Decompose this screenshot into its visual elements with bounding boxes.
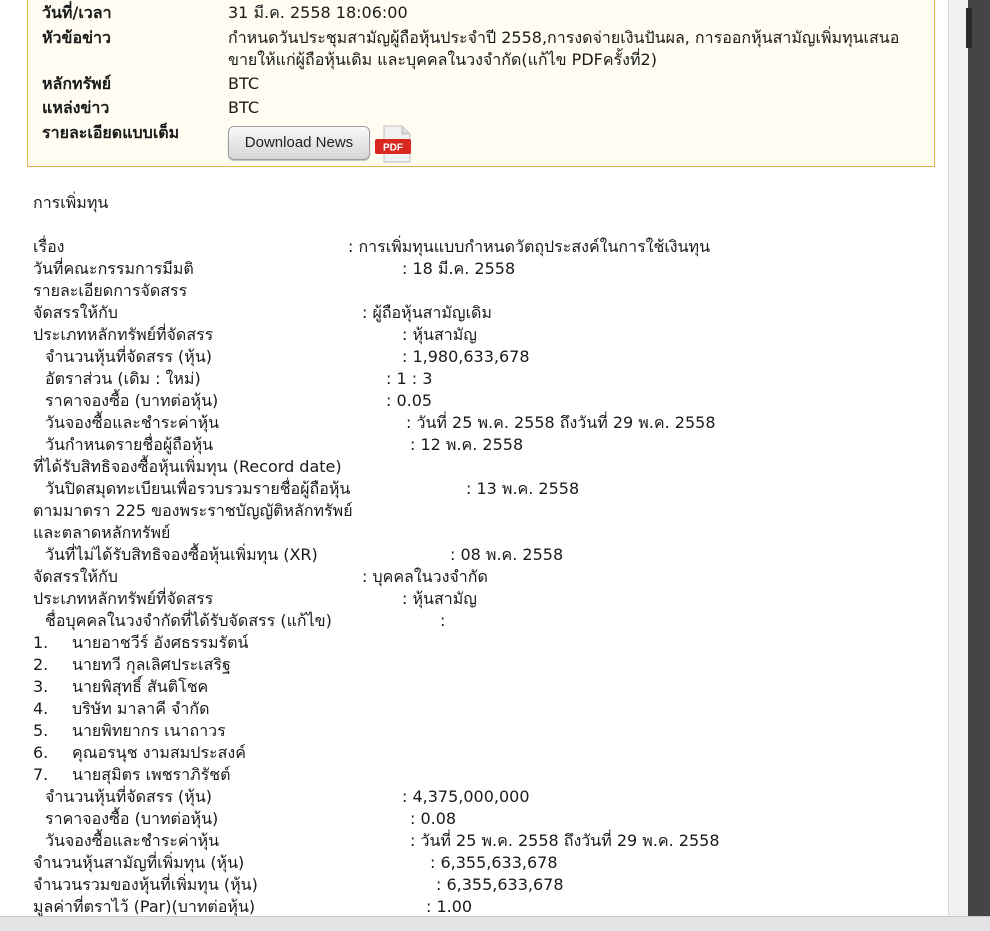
board-date-label: วันที่คณะกรรมการมีมติ bbox=[33, 259, 194, 278]
par-label: มูลค่าที่ตราไว้ (Par)(บาทต่อหุ้น) bbox=[33, 897, 256, 916]
date-label: วันที่/เวลา bbox=[42, 3, 112, 22]
xr-label: วันที่ไม่ได้รับสิทธิจองซื้อหุ้นเพิ่มทุน (XR) bbox=[45, 545, 318, 564]
section-title: การเพิ่มทุน bbox=[33, 193, 109, 212]
pdf-icon-label: PDF bbox=[383, 142, 403, 154]
person-number: 5. bbox=[33, 721, 49, 740]
person-number: 7. bbox=[33, 765, 49, 784]
record-date-line: ที่ได้รับสิทธิจองซื้อหุ้นเพิ่มทุน (Record date) bbox=[33, 457, 342, 476]
alloc1-ratio-label: อัตราส่วน (เดิม : ใหม่) bbox=[45, 369, 201, 388]
subject-label: หัวข้อข่าว bbox=[42, 28, 111, 47]
increase-label: จำนวนหุ้นสามัญที่เพิ่มทุน (หุ้น) bbox=[33, 853, 245, 872]
person-number: 4. bbox=[33, 699, 49, 718]
alloc1-ratio-value: : 1 : 3 bbox=[386, 369, 433, 388]
scrollbar-gutter bbox=[968, 0, 990, 918]
allocation-title: รายละเอียดการจัดสรร bbox=[33, 281, 188, 300]
person-number: 2. bbox=[33, 655, 49, 674]
bottom-frame-bar bbox=[0, 916, 990, 931]
date-value: 31 มี.ค. 2558 18:06:00 bbox=[228, 3, 408, 22]
person-name: บริษัท มาลาคี จำกัด bbox=[72, 699, 210, 718]
person-number: 3. bbox=[33, 677, 49, 696]
person-name: นายอาชวีร์ อังศธรรมรัตน์ bbox=[72, 633, 249, 652]
person-number: 1. bbox=[33, 633, 49, 652]
person-name: คุณอรนุช งามสมประสงค์ bbox=[72, 743, 246, 762]
scrollbar-thumb[interactable] bbox=[966, 8, 972, 48]
detail-label: รายละเอียดแบบเต็ม bbox=[42, 123, 180, 142]
alloc2-to-value: : บุคคลในวงจำกัด bbox=[362, 567, 488, 586]
person-number: 6. bbox=[33, 743, 49, 762]
alloc2-shares-value: : 4,375,000,000 bbox=[402, 787, 530, 806]
source-value: BTC bbox=[228, 98, 259, 117]
section225-line1: ตามมาตรา 225 ของพระราชบัญญัติหลักทรัพย์ bbox=[33, 501, 353, 520]
topic-value: : การเพิ่มทุนแบบกำหนดวัตถุประสงค์ในการใช้เงินทุน bbox=[348, 237, 711, 256]
alloc1-record-value: : 12 พ.ค. 2558 bbox=[410, 435, 524, 454]
alloc2-names-value: : bbox=[440, 611, 446, 630]
alloc1-sub-label: วันจองซื้อและชำระค่าหุ้น bbox=[45, 413, 220, 432]
alloc1-price-value: : 0.05 bbox=[386, 391, 433, 410]
download-news-button[interactable]: Download News bbox=[228, 126, 370, 160]
alloc2-sub-label: วันจองซื้อและชำระค่าหุ้น bbox=[45, 831, 220, 850]
alloc2-to-label: จัดสรรให้กับ bbox=[33, 567, 118, 586]
person-name: นายพิทยากร เนาถาวร bbox=[72, 721, 226, 740]
topic-label: เรื่อง bbox=[33, 237, 65, 256]
alloc2-type-value: : หุ้นสามัญ bbox=[402, 589, 477, 608]
subject-value: กำหนดวันประชุมสามัญผู้ถือหุ้นประจำปี 2558,การงดจ่ายเงินปันผล, การออกหุ้นสามัญเพิ่มทุนเสนอขายให้แก่ผู้ถือหุ้นเดิม และบุคคลในวงจำกัด(แก้ไข PDFครั้งที่2) bbox=[228, 28, 900, 69]
alloc2-shares-label: จำนวนหุ้นที่จัดสรร (หุ้น) bbox=[45, 787, 213, 806]
source-label: แหล่งข่าว bbox=[42, 98, 110, 117]
alloc1-price-label: ราคาจองซื้อ (บาทต่อหุ้น) bbox=[45, 391, 219, 410]
alloc1-shares-value: : 1,980,633,678 bbox=[402, 347, 530, 366]
alloc1-to-value: : ผู้ถือหุ้นสามัญเดิม bbox=[362, 303, 492, 322]
pdf-icon[interactable] bbox=[374, 124, 416, 164]
book-close-label: วันปิดสมุดทะเบียนเพื่อรวบรวมรายชื่อผู้ถือหุ้น bbox=[45, 479, 351, 498]
par-value: : 1.00 bbox=[426, 897, 473, 916]
person-name: นายสุมิตร เพชราภิรัชต์ bbox=[72, 765, 231, 784]
alloc1-shares-label: จำนวนหุ้นที่จัดสรร (หุ้น) bbox=[45, 347, 213, 366]
alloc2-price-value: : 0.08 bbox=[410, 809, 457, 828]
total-value: : 6,355,633,678 bbox=[436, 875, 564, 894]
scrollbar-track[interactable] bbox=[948, 0, 969, 918]
person-name: นายทวี กุลเลิศประเสริฐ bbox=[72, 655, 231, 674]
alloc2-type-label: ประเภทหลักทรัพย์ที่จัดสรร bbox=[33, 589, 214, 608]
book-close-value: : 13 พ.ค. 2558 bbox=[466, 479, 580, 498]
alloc1-type-label: ประเภทหลักทรัพย์ที่จัดสรร bbox=[33, 325, 214, 344]
alloc1-record-label: วันกำหนดรายชื่อผู้ถือหุ้น bbox=[45, 435, 214, 454]
alloc1-to-label: จัดสรรให้กับ bbox=[33, 303, 118, 322]
board-date-value: : 18 มี.ค. 2558 bbox=[402, 259, 516, 278]
alloc2-price-label: ราคาจองซื้อ (บาทต่อหุ้น) bbox=[45, 809, 219, 828]
alloc1-sub-value: : วันที่ 25 พ.ค. 2558 ถึงวันที่ 29 พ.ค. 2558 bbox=[406, 413, 716, 432]
total-label: จำนวนรวมของหุ้นที่เพิ่มทุน (หุ้น) bbox=[33, 875, 258, 894]
security-label: หลักทรัพย์ bbox=[42, 74, 112, 93]
alloc1-type-value: : หุ้นสามัญ bbox=[402, 325, 477, 344]
news-info-box bbox=[27, 0, 935, 167]
security-value: BTC bbox=[228, 74, 259, 93]
alloc2-names-label: ชื่อบุคคลในวงจำกัดที่ได้รับจัดสรร (แก้ไข) bbox=[45, 611, 332, 630]
section225-line2: และตลาดหลักทรัพย์ bbox=[33, 523, 171, 542]
alloc2-sub-value: : วันที่ 25 พ.ค. 2558 ถึงวันที่ 29 พ.ค. 2558 bbox=[410, 831, 720, 850]
increase-value: : 6,355,633,678 bbox=[430, 853, 558, 872]
xr-value: : 08 พ.ค. 2558 bbox=[450, 545, 564, 564]
person-name: นายพิสุทธิ์ สันติโชค bbox=[72, 677, 209, 696]
